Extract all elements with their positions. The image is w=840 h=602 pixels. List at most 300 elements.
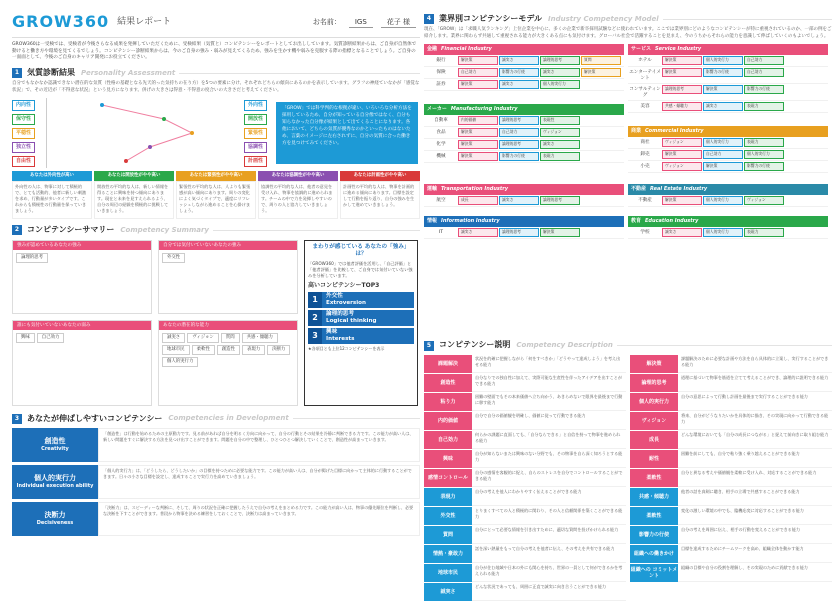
description-name: 個人的実行力 xyxy=(630,393,678,411)
section-divider xyxy=(179,73,420,74)
industry-en: Commercial Industry xyxy=(645,128,704,135)
industry-chip: 解決策 xyxy=(458,128,498,137)
development-text: 「個人的実行力」は、「どうしたら、どうしたいか」の目標を持つために必要な能力です。この能力が高い人は、自分が掲げた目標に向かって主体的に行動することができます。日々の小さな目標を設定し、達成することで実行力を高めていきましょう。 xyxy=(98,465,420,499)
industry-row xyxy=(424,127,624,139)
industry-block xyxy=(628,126,828,172)
description-row xyxy=(630,393,832,411)
industry-row-name: 機械 xyxy=(436,153,446,159)
section-number: 4 xyxy=(424,14,434,24)
description-text: 将来、自分がどうなりたいかを具体的に描き、その実現に向かって行動できる能力 xyxy=(678,412,832,430)
industry-chip: 内的価値 xyxy=(458,116,498,125)
description-name: 解決策 xyxy=(630,355,678,373)
competency-chip: 興味 xyxy=(16,333,35,343)
industry-chip: 影響力の行使 xyxy=(499,152,539,161)
industry-en: Real Estate Industry xyxy=(650,186,708,193)
description-name: 耐性 xyxy=(630,450,678,468)
description-row xyxy=(630,564,832,582)
section-divider xyxy=(293,418,420,419)
description-text: 組織の目標や自分の役割を理解し、その実現のために貢献できる能力 xyxy=(678,564,832,582)
competency-descriptions xyxy=(424,355,832,602)
trait-right-label: 協調性 xyxy=(244,142,267,153)
industry-row-chips xyxy=(662,56,828,65)
description-text: 困難を前にしても、自分で粘り強く乗り越えることができる能力 xyxy=(678,450,832,468)
development-label xyxy=(12,502,98,536)
trait-right-label: 開放性 xyxy=(244,114,267,125)
competency-chip: 質問 xyxy=(221,333,240,343)
description-name: 創造性 xyxy=(424,374,472,392)
industry-chip: 影響力の行使 xyxy=(499,68,539,77)
top3-rank: 1 xyxy=(308,292,322,308)
description-row xyxy=(630,469,832,487)
industry-chip: 解決策 xyxy=(662,196,702,205)
description-text: 話を深い熱量をもって自分の考えを他者に伝え、その考えを共有できる能力 xyxy=(472,545,626,563)
industry-chip: 質問 xyxy=(581,56,621,65)
summary-box-chips xyxy=(13,330,151,346)
description-row xyxy=(630,431,832,449)
competency-summary xyxy=(12,240,420,408)
description-name: 成長 xyxy=(630,431,678,449)
industry-chip: ヴィジョン xyxy=(540,128,580,137)
top3-label xyxy=(322,329,354,343)
personality-column-head: あなたは緊張性がやや高い xyxy=(176,171,256,181)
industry-row-name: 証券 xyxy=(436,81,446,87)
personality-column-body: 協調性の平均的な人は、他者の意見を受け入れ、物事を協調的に進められます。チームの中で力を発揮しやすいので、周りの人と協力していきましょう。 xyxy=(258,181,338,219)
development-label xyxy=(12,428,98,462)
industry-chip: 表現力 xyxy=(744,102,784,111)
personality-column-body: 開放性の平均的な人は、新しい情報を得ることに興味を持つ傾向にあります。現在と未来を見すえられるよう、自分の周辺の経験を積極的に挑戦していきましょう。 xyxy=(94,181,174,219)
top3-en: Interests xyxy=(326,336,355,343)
description-text: 自分なりでの独自性に加えて、実際可能な生産性を伴ったアイデアを出すことができる能力 xyxy=(472,374,626,392)
industry-chip: 解決策 xyxy=(581,68,621,77)
description-row xyxy=(424,564,626,582)
description-row xyxy=(630,412,832,430)
industry-chip: 影響力の行使 xyxy=(744,162,784,171)
industry-chip: 論理的思考 xyxy=(540,196,580,205)
top3-item xyxy=(308,292,414,308)
industry-row-chips xyxy=(458,128,624,137)
industry-chip: 誠実さ xyxy=(540,68,580,77)
personality-column xyxy=(12,171,92,219)
description-text: 自分が住む地域や日本の外にも関心を持ち、世界の一員として何ができるかを考えられる能力 xyxy=(472,564,626,582)
industry-row xyxy=(424,67,624,79)
industry-row xyxy=(424,79,624,91)
industry-chip: 解決策 xyxy=(458,152,498,161)
description-name: 情熱・豪敢力 xyxy=(424,545,472,563)
name-value: 花子 様 xyxy=(381,18,416,28)
industry-row-name: コンサルティング xyxy=(629,86,661,98)
industry-row-name: エンターテイメント xyxy=(629,69,661,81)
industry-chip: 個人的実行力 xyxy=(540,80,580,89)
section-development-header xyxy=(12,414,420,424)
description-text: 自分の考えを他人にわかりやすく伝えることができる能力 xyxy=(472,488,626,506)
trait-left-label: 独立性 xyxy=(12,142,35,153)
description-name: 感情コントロール xyxy=(424,469,472,487)
summary-box xyxy=(158,240,298,314)
trait-right-label: 外向性 xyxy=(244,100,267,111)
industry-chip: 個人的実行力 xyxy=(703,196,743,205)
competency-chip: 外交性 xyxy=(162,253,185,263)
industry-chip: ヴィジョン xyxy=(662,162,702,171)
section-summary-header xyxy=(12,225,420,235)
description-name: 質問 xyxy=(424,526,472,544)
name-label: お名前： xyxy=(312,18,341,26)
industry-row-chips xyxy=(458,68,624,77)
description-text: 道理に基づいて物事を筋道を立てて考えることができ、論理的に説明できる能力 xyxy=(678,374,832,392)
description-name: 柔軟性 xyxy=(630,507,678,525)
top3-label xyxy=(322,293,366,307)
industry-chip: 誠実さ xyxy=(458,228,498,237)
industry-chip: 個人的実行力 xyxy=(703,56,743,65)
description-text: 自分にとって必要な情報を引き出すために、適切な質問を投げかけられる能力 xyxy=(472,526,626,544)
description-row xyxy=(424,507,626,525)
industry-row-chips xyxy=(662,196,828,205)
personality-column-head: あなたは開放性がやや高い xyxy=(94,171,174,181)
industry-chip: 共感・傾聴力 xyxy=(662,102,702,111)
industry-en: Transportation Industry xyxy=(441,186,508,193)
industry-ja: 情報 xyxy=(427,218,438,225)
section-number: 2 xyxy=(12,225,22,235)
top3-en: Logical thinking xyxy=(326,318,377,325)
trait-left-label: 内向性 xyxy=(12,100,35,111)
right-column xyxy=(424,8,832,595)
section-divider xyxy=(213,230,420,231)
industry-chip: 個人的実行力 xyxy=(744,150,784,159)
description-row xyxy=(630,374,832,392)
industry-ja: 商業 xyxy=(631,128,642,135)
industry-chip: 誠実さ xyxy=(499,80,539,89)
competency-chip: 誠実さ xyxy=(162,333,185,343)
industry-block xyxy=(424,104,624,162)
description-name: ヴィジョン xyxy=(630,412,678,430)
industry-row xyxy=(628,149,828,161)
personality-point xyxy=(148,145,152,149)
industry-row-name: 銀行 xyxy=(436,57,446,63)
industry-chip: 誠実さ xyxy=(499,56,539,65)
competency-chip: 論理的思考 xyxy=(16,253,48,263)
summary-box-head: あなたの潜在的な能力 xyxy=(159,321,297,331)
industry-row xyxy=(424,139,624,151)
industry-chip: 論理的思考 xyxy=(499,228,539,237)
competency-chip: 地球市民 xyxy=(162,345,190,355)
description-text: 課題解決のために必要な計画や方法を自ら具体的に立案し、実行することができる能力 xyxy=(678,355,832,373)
competency-chip: 共感・傾聴力 xyxy=(242,333,278,343)
industry-ja: 金融 xyxy=(427,46,438,53)
industry-text: 現在、「GROW」は「求職人気ランキング」上位企業を中心に、多くの企業で新卒採用試験などに使われています。ここでは業界別にどのようなコンピテンシーが特に重視されているのか、一部の例をご紹介します。業界に関わらず共通して重視される能力が大きくある点にも気付けます。グローバル社会で活躍することを見まえ、今のうちからそれらの能力を意識して伸ばしていくのもよいでしょう。 xyxy=(424,27,832,39)
industry-block-head xyxy=(424,104,624,115)
personality-column xyxy=(176,171,256,219)
industry-chip: 解決策 xyxy=(703,162,743,171)
industry-row-name: ホテル xyxy=(638,57,652,63)
industry-row-chips xyxy=(458,152,624,161)
description-text: 自分が知らないまたは興味のない分野でも、その物事を自ら深く知ろうとする能力 xyxy=(472,450,626,468)
section-number: 5 xyxy=(424,341,434,351)
top3-item xyxy=(308,310,414,326)
description-row xyxy=(424,545,626,563)
industry-chip: 解決策 xyxy=(458,56,498,65)
industry-row-name: 卸売 xyxy=(640,151,650,157)
grow360-logo: GROW360 xyxy=(12,12,110,32)
industry-chip: 表現力 xyxy=(744,138,784,147)
development-en: Creativity xyxy=(41,446,69,453)
description-name: 興味 xyxy=(424,450,472,468)
description-text: 何らかの課題に直面しても、「自分ならできる」と自信を持って物事を進められる能力 xyxy=(472,431,626,449)
description-text: 困難の壁面でもその本来価値へ立ち向かう、あきらめないで限界を最後まで行動に移す能力 xyxy=(472,393,626,411)
competency-chip: 表現力 xyxy=(242,345,265,355)
summary-box-head: 自分では気付いていないあなたの強み xyxy=(159,241,297,251)
section-title: 業界別コンピテンシーモデル xyxy=(439,14,542,23)
description-name: 自己効力 xyxy=(424,431,472,449)
top3-paragraph: 「GROW360」では他者評価を活用し、「自己評価」と「他者評価」を比較して、ご自身では気付いていない強みを分析しています。 xyxy=(308,261,413,279)
industry-row-name: 保険 xyxy=(436,69,446,75)
industry-row-name: 小売 xyxy=(640,163,650,169)
industry-row-name: 化学 xyxy=(436,141,446,147)
industry-ja: 教育 xyxy=(631,218,642,225)
description-name: 柔軟性 xyxy=(630,469,678,487)
description-text: 自分の意思によって行動し計画を最後まで実行することができる能力 xyxy=(678,393,832,411)
industry-block-head xyxy=(628,126,828,137)
industry-chip: 解決策 xyxy=(540,228,580,237)
personality-point xyxy=(190,131,194,135)
competency-chip: 決断力 xyxy=(267,345,290,355)
industry-row-chips xyxy=(458,228,624,237)
section-personality-header xyxy=(12,68,420,78)
industry-chip: 自己効力 xyxy=(744,56,784,65)
description-text: どんな環境においても「自分の成長につながる」と捉えて前向きに取り組む能力 xyxy=(678,431,832,449)
section-divider xyxy=(663,19,832,20)
personality-column xyxy=(340,171,420,219)
description-row xyxy=(424,393,626,411)
industry-row-chips xyxy=(662,228,828,237)
personality-column-body: 緊張性の平均的な人は、人よりも緊張感が高い傾向にあります。周りの変化によく気づくタイプで、適度にリフレッシュしながら進めることを心掛けましょう。 xyxy=(176,181,256,219)
summary-box-head: 強みが認めているあなたの強み xyxy=(13,241,151,251)
description-text: 他者の話を真剣に聴き、相手の立場で共感することができる能力 xyxy=(678,488,832,506)
top3-en: Extroversion xyxy=(326,300,366,307)
industry-chip: 論理的思考 xyxy=(499,140,539,149)
industry-en: Service Industry xyxy=(655,46,702,53)
industry-row-name: 美容 xyxy=(640,103,650,109)
org-value: IGS xyxy=(349,18,373,28)
industry-block-head xyxy=(628,216,828,227)
description-row xyxy=(630,355,832,373)
section-divider xyxy=(617,345,832,346)
industry-en: Education Industry xyxy=(645,218,699,225)
industry-block xyxy=(424,184,624,206)
personality-column-head: あなたは計画性がやや高い xyxy=(340,171,420,181)
industry-chip: 解決策 xyxy=(662,150,702,159)
report-header xyxy=(12,8,420,38)
industry-en: Financial Industry xyxy=(441,46,492,53)
section-title: コンピテンシー説明 xyxy=(439,340,511,350)
description-row xyxy=(630,545,832,563)
industry-row-chips xyxy=(662,150,828,159)
industry-block xyxy=(628,216,828,238)
industry-chip: 解決策 xyxy=(662,68,702,77)
industry-block xyxy=(628,184,828,206)
industry-chip: 成長 xyxy=(458,196,498,205)
industry-chip: 誠実さ xyxy=(540,140,580,149)
personality-note: 「GROW」では科学判的な根拠が違い、いろいろな分析方法を採用しているため、自分が知っている自分像ではなく、自分も知らなかった自分像が結果として出てくることになります。各他において、どちらの気質が優秀なのかといったものはないため、言葉のイメージに左右されずに、自分の気質に合った働き方を見つけてみてください。 xyxy=(276,102,418,164)
summary-box xyxy=(158,320,298,406)
industry-block xyxy=(424,216,624,238)
industry-chip: 解決策 xyxy=(703,85,743,94)
description-name: 表現力 xyxy=(424,488,472,506)
section-industry-header xyxy=(424,14,832,24)
description-row xyxy=(630,488,832,506)
development-text: 「決断力」は、スピーディーな判断に、そして、周りの状況を正確に把握したうえで自分の考えをまとめる力です。この能力が高い人は、物事の優先順位を判断し、必要な決断を下すことができます。普段から物事を決める練習をしておくことで、決断力は高まっていきます。 xyxy=(98,502,420,536)
description-row xyxy=(630,507,832,525)
industry-chip: 自己効力 xyxy=(499,128,539,137)
industry-row-chips xyxy=(662,102,828,111)
industry-row xyxy=(424,115,624,127)
summary-box-head: 誰にも気付いていないあなたの弱み xyxy=(13,321,151,331)
industry-chip: 論理的思考 xyxy=(662,85,702,94)
personality-column-body: 外向性の人は、物事に対して積極的で、とても活動的、他者に新しい刺激を求め、行動量が多いタイプです。これからも積極性の行動量を保っていきましょう。 xyxy=(12,181,92,219)
description-text: 自分と異なる考えや価値観を柔軟に受け入れ、対応することができる能力 xyxy=(678,469,832,487)
description-row xyxy=(424,355,626,373)
industry-row-chips xyxy=(458,140,624,149)
development-item xyxy=(12,465,420,499)
industry-row-name: 食品 xyxy=(436,129,446,135)
industry-chip: 誠実さ xyxy=(662,228,702,237)
industry-ja: サービス xyxy=(631,46,652,53)
industry-ja: メーカー xyxy=(427,106,447,113)
industry-block-head xyxy=(424,216,624,227)
top3-ja: 論理的思考 xyxy=(326,311,354,318)
trait-left-label: 保守性 xyxy=(12,114,35,125)
industry-row-chips xyxy=(662,85,828,94)
description-text: 変化の激しい環境の中でも、臨機応変に対応することができる能力 xyxy=(678,507,832,525)
top3-item xyxy=(308,328,414,344)
section-subtitle: Personality Assessment xyxy=(81,68,176,77)
industry-block-head xyxy=(424,184,624,195)
industry-row-name: 自動車 xyxy=(434,117,448,123)
summary-box-chips xyxy=(13,250,151,266)
development-list xyxy=(12,428,420,536)
industry-row-name: 不動産 xyxy=(638,197,652,203)
trait-right-label: 計画性 xyxy=(244,156,267,167)
description-row xyxy=(630,450,832,468)
description-row xyxy=(424,431,626,449)
industry-row xyxy=(424,55,624,67)
industry-row xyxy=(628,195,828,207)
industry-row xyxy=(628,227,828,239)
section-title: 気質診断結果 xyxy=(27,67,75,77)
competency-chip: 個人的実行力 xyxy=(162,357,198,367)
industry-row-chips xyxy=(458,56,624,65)
description-name: 組織への働きかけ xyxy=(630,545,678,563)
description-text: 状況を的確に把握しながら「何をすべきか」「どうやって達成しよう」を考え出せる能力 xyxy=(472,355,626,373)
description-name: 誠実さ xyxy=(424,583,472,601)
name-block xyxy=(313,18,416,28)
industry-block-head xyxy=(628,44,828,55)
development-item xyxy=(12,502,420,536)
industry-chip: 論理的思考 xyxy=(499,116,539,125)
industry-ja: 不動産 xyxy=(631,186,647,193)
industry-chip: ヴィジョン xyxy=(744,196,784,205)
industry-row-chips xyxy=(662,138,828,147)
industry-chip: 個人的実行力 xyxy=(703,228,743,237)
description-text: 自分の感情を客観的に捉え、自らのストレスを自分でコントロールすることができる能力 xyxy=(472,469,626,487)
top3-note: ★各項目とも上位12コンピテンシーを表示 xyxy=(308,346,385,352)
industry-row-chips xyxy=(662,68,828,77)
summary-box-chips xyxy=(159,330,297,369)
description-row xyxy=(630,526,832,544)
description-name: 影響力の行使 xyxy=(630,526,678,544)
personality-column xyxy=(258,171,338,219)
description-column-left xyxy=(424,355,626,602)
industry-chip: 表現力 xyxy=(744,228,784,237)
description-name: 粘り力 xyxy=(424,393,472,411)
industry-row-chips xyxy=(458,116,624,125)
top3-ja: 興味 xyxy=(326,329,338,336)
industry-ja: 運輸 xyxy=(427,186,438,193)
description-row xyxy=(424,526,626,544)
industry-en: Manufacturing Industry xyxy=(450,106,518,113)
trait-left-label: 自由性 xyxy=(12,156,35,167)
industry-model xyxy=(424,44,832,334)
top3-title: 高いコンピテンシーTOP3 xyxy=(308,282,380,290)
competency-chip: 創造性 xyxy=(217,345,240,355)
industry-chip: 誠実さ xyxy=(703,102,743,111)
description-row xyxy=(424,450,626,468)
development-en: Individual execution ability xyxy=(16,483,94,490)
personality-point xyxy=(162,117,166,121)
description-name: 内的価値 xyxy=(424,412,472,430)
description-row xyxy=(424,374,626,392)
personality-point xyxy=(100,103,104,107)
industry-block xyxy=(628,44,828,112)
industry-row xyxy=(628,84,828,101)
trait-right-label: 緊張性 xyxy=(244,128,267,139)
development-ja: 決断力 xyxy=(44,511,66,520)
industry-row-chips xyxy=(458,80,624,89)
personality-chart xyxy=(12,98,420,168)
top3-panel xyxy=(304,240,418,406)
industry-chip: 解決策 xyxy=(458,80,498,89)
top3-rank: 2 xyxy=(308,310,322,326)
industry-row-name: 商社 xyxy=(640,139,650,145)
description-text: 自分で自分の価値観を明確し、価値に従って行動できる能力 xyxy=(472,412,626,430)
personality-point xyxy=(124,159,128,163)
industry-block xyxy=(424,44,624,90)
competency-chip: ヴィジョン xyxy=(187,333,219,343)
description-name: 地球市民 xyxy=(424,564,472,582)
personality-column-head: あなたは協調性がやや高い xyxy=(258,171,338,181)
industry-chip: 表現力 xyxy=(540,152,580,161)
industry-block-head xyxy=(628,184,828,195)
section-title: コンピテンシーサマリー xyxy=(27,225,115,235)
industry-chip: 表現性 xyxy=(540,116,580,125)
left-column xyxy=(12,8,420,586)
industry-row xyxy=(424,195,624,207)
development-ja: 創造性 xyxy=(44,437,66,446)
summary-box xyxy=(12,240,152,314)
development-en: Decisiveness xyxy=(36,520,74,527)
industry-row xyxy=(628,137,828,149)
section-subtitle: Competencies in Development xyxy=(168,414,289,423)
industry-chip: 自己効力 xyxy=(744,68,784,77)
description-name: 外交性 xyxy=(424,507,472,525)
summary-box-chips xyxy=(159,250,297,266)
development-text: 「創造性」は行動を始めるための主原動力です。見る前があれば自分を明るく方向に向かって、自分の行動とその結果を冷静に判断できる力です。この能力が高い人は、新しい問題をすぐに解決する方法を見つけ出すことができます。問題を自分の中で整理し、ひとつひとつ解決していくことで、創造性が高まっていきます。 xyxy=(98,428,420,462)
top3-ja: 外交性 xyxy=(326,293,343,300)
industry-block-head xyxy=(424,44,624,55)
section-number: 1 xyxy=(12,68,22,78)
competency-chip: 柔軟性 xyxy=(192,345,215,355)
description-text: 目標を達成するためにチームワークを高め、組織全体を動かす能力 xyxy=(678,545,832,563)
description-name: 組織への コミットメント xyxy=(630,564,678,582)
personality-text: 自分でもなかなか認識できない潜在的な気質（性格の基礎となる先天的った気持ちの在り方）を5つの要素に分け、それぞれどちらの傾向にあるのかを表示しています。グラフの神経ていなかが「感覚な状況」で、その近辺が「不得意な状況」という見方になります。併げの大きさは得意・不得意の度合いの大きさだと考えてください。 xyxy=(12,81,420,93)
